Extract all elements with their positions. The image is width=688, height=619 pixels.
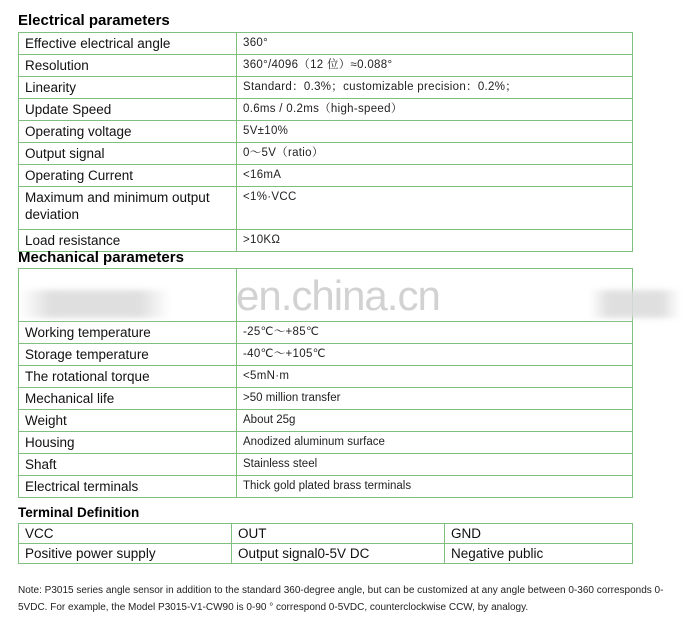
electrical-parameters-table bbox=[18, 32, 633, 252]
terminal-header: GND bbox=[445, 524, 633, 544]
param-value: Standard：0.3%；customizable precision：0.2%； bbox=[237, 77, 633, 99]
param-value: About 25g bbox=[237, 410, 633, 432]
param-label: Operating voltage bbox=[19, 121, 237, 143]
param-label: Shaft bbox=[19, 454, 237, 476]
table-row bbox=[19, 165, 633, 187]
table-row bbox=[19, 322, 633, 344]
mechanical-parameters-heading: Mechanical parameters bbox=[18, 249, 184, 266]
param-label: Electrical terminals bbox=[19, 476, 237, 498]
table-row bbox=[19, 366, 633, 388]
electrical-parameters-heading: Electrical parameters bbox=[18, 12, 170, 29]
param-value: <5mN·m bbox=[237, 366, 633, 388]
table-row bbox=[19, 388, 633, 410]
param-label: Effective electrical angle bbox=[19, 33, 237, 55]
param-label: Weight bbox=[19, 410, 237, 432]
terminal-definition-table bbox=[18, 523, 633, 564]
table-row bbox=[19, 344, 633, 366]
param-value: 360°/4096（12 位）≈0.088° bbox=[237, 55, 633, 77]
param-label: Load resistance bbox=[19, 230, 237, 252]
blurred-region bbox=[20, 290, 170, 318]
param-value: -25℃～+85℃ bbox=[237, 322, 633, 344]
table-header-row bbox=[19, 524, 633, 544]
table-row bbox=[19, 121, 633, 143]
table-row bbox=[19, 143, 633, 165]
param-value: <16mA bbox=[237, 165, 633, 187]
param-value: 5V±10% bbox=[237, 121, 633, 143]
param-label: Operating Current bbox=[19, 165, 237, 187]
param-label: Working temperature bbox=[19, 322, 237, 344]
table-row bbox=[19, 476, 633, 498]
param-value: <1%·VCC bbox=[237, 187, 633, 230]
param-label: Mechanical life bbox=[19, 388, 237, 410]
table-row bbox=[19, 33, 633, 55]
param-label: Resolution bbox=[19, 55, 237, 77]
watermark-text: en.china.cn bbox=[236, 272, 440, 319]
blurred-region bbox=[590, 290, 680, 318]
table-row bbox=[19, 77, 633, 99]
param-value: Stainless steel bbox=[237, 454, 633, 476]
table-row bbox=[19, 99, 633, 121]
param-value: Thick gold plated brass terminals bbox=[237, 476, 633, 498]
terminal-header: VCC bbox=[19, 524, 232, 544]
param-label: Housing bbox=[19, 432, 237, 454]
param-value: >50 million transfer bbox=[237, 388, 633, 410]
table-row bbox=[19, 410, 633, 432]
param-label: Storage temperature bbox=[19, 344, 237, 366]
param-value bbox=[237, 269, 633, 322]
table-row bbox=[19, 55, 633, 77]
param-label: The rotational torque bbox=[19, 366, 237, 388]
param-value: 360° bbox=[237, 33, 633, 55]
param-label: Update Speed bbox=[19, 99, 237, 121]
terminal-value: Positive power supply bbox=[19, 544, 232, 564]
param-label: Linearity bbox=[19, 77, 237, 99]
terminal-definition-heading: Terminal Definition bbox=[18, 505, 140, 520]
table-row bbox=[19, 187, 633, 230]
param-value: 0.6ms / 0.2ms（high-speed） bbox=[237, 99, 633, 121]
param-label: Output signal bbox=[19, 143, 237, 165]
footnote: Note: P3015 series angle sensor in addition to the standard 360-degree angle, but can be customized at any angle between 0-360 corresponds 0-5VDC. For example, the Model P3015-V1-CW90 is 0-90 ° correspond 0-5VDC, counterclockwise CCW, by analogy. bbox=[18, 585, 664, 613]
param-label: Maximum and minimum output deviation bbox=[19, 187, 237, 230]
terminal-value: Output signal0-5V DC bbox=[232, 544, 445, 564]
table-row bbox=[19, 544, 633, 564]
terminal-value: Negative public bbox=[445, 544, 633, 564]
param-value: 0～5V（ratio） bbox=[237, 143, 633, 165]
terminal-header: OUT bbox=[232, 524, 445, 544]
table-row bbox=[19, 432, 633, 454]
param-value: >10KΩ bbox=[237, 230, 633, 252]
param-value: -40℃～+105℃ bbox=[237, 344, 633, 366]
table-row bbox=[19, 454, 633, 476]
param-value: Anodized aluminum surface bbox=[237, 432, 633, 454]
